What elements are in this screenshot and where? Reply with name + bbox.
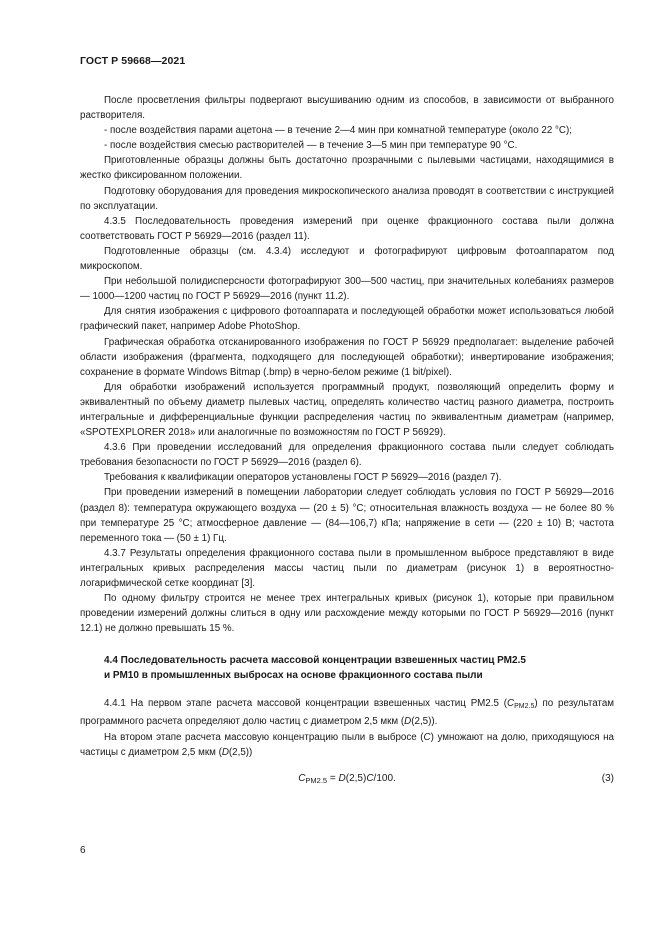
section-heading-line: и РМ10 в промышленных выбросах на основе фракционного состава пыли (104, 669, 483, 681)
paragraph: При проведении измерений в помещении лаборатории следует соблюдать условия по ГОСТ Р 56929—2016 (раздел 8): температура окружающего воздуха — (20 ± 5) °С; относительная влажность воздуха — не более 80 % при температуре 25 °С; атмосферное давление — (84—106,7) кПа; напряжение в сети — (220 ± 10) В; частота переменного тока — (50 ± 1) Гц. (80, 487, 614, 544)
paragraph: 4.3.5 Последовательность проведения измерений при оценке фракционного состава пыли должна соответствовать ГОСТ Р 56929—2016 (раздел 11). (80, 215, 614, 242)
paragraph: Графическая обработка отсканированного изображения по ГОСТ Р 56929 предполагает: выделение рабочей области изображения (фрагмента, подходящего для последующей обработки); инвертирование изображения; сохранение в формате Windows Bitmap (.bmp) в черно-белом режиме (1 bit/pixel). (80, 336, 614, 378)
paragraph: - после воздействия смесью растворителей — в течение 3—5 мин при температуре 90 °С. (104, 140, 518, 152)
body-text (80, 93, 614, 791)
paragraph: Подготовку оборудования для проведения микроскопического анализа проводят в соответствии с инструкцией по эксплуатации. (80, 185, 614, 212)
paragraph: 4.3.7 Результаты определения фракционного состава пыли в промышленном выбросе представляют в виде интегральных кривых распределения массы частиц пыли по диаметрам (рисунок 1) в вероятностно-логарифмической сетке координат [3]. (80, 547, 614, 589)
formula: $C_{PM2.5} = D(2,5)C/100$. (298, 772, 396, 785)
paragraph-4-4-1: 4.4.1 На первом этапе расчета массовой концентрации взвешенных частиц РМ2.5 $(C_{PM2.5})$ по результатам программного расчета определяют долю частиц с диаметром 2,5 мкм (D(2,5)). (80, 698, 614, 728)
paragraph: - после воздействия парами ацетона — в течение 2—4 мин при комнатной температуре (около 22 °С); (104, 125, 572, 137)
paragraph: Для обработки изображений используется программный продукт, позволяющий определить форму и эквивалентный по объему диаметр пылевых частиц, определять количество частиц разного диаметра, построить интегральные и дифференциальные функции распределения частиц по эквивалентным диаметрам (например, «SPOTEXPLORER 2018» или аналогичные по возможностям по ГОСТ Р 56929). (80, 381, 614, 439)
section-heading (80, 654, 614, 683)
formula-row (80, 769, 614, 791)
paragraph: Приготовленные образцы должны быть достаточно прозрачными с пылевыми частицами, находящимися в жестко фиксированном положении. (80, 155, 614, 182)
paragraph: 4.3.6 При проведении исследований для определения фракционного состава пыли следует соблюдать требования безопасности по ГОСТ Р 56929—2016 (раздел 6). (80, 442, 614, 469)
formula-number: (3) (601, 772, 614, 784)
paragraph: После просветления фильтры подвергают высушиванию одним из способов, в зависимости от выбранного растворителя. (80, 95, 614, 122)
paragraph: По одному фильтру строится не менее трех интегральных кривых (рисунок 1), которые при правильном проведении измерений должны слиться в одну или расхождение между которыми по ГОСТ Р 56929—2016 (пункт 12.1) не должно превышать 15 %. (80, 593, 614, 635)
paragraph: Для снятия изображения с цифрового фотоаппарата и последующей обработки может использоваться любой графический пакет, например Adobe PhotoShop. (80, 306, 614, 333)
paragraph: Подготовленные образцы (см. 4.3.4) исследуют и фотографируют цифровым фотоаппаратом под микроскопом. (80, 245, 614, 273)
standard-header: ГОСТ Р 59668—2021 (80, 55, 186, 67)
paragraph: Требования к квалификации операторов установлены ГОСТ Р 56929—2016 (раздел 7). (104, 472, 502, 484)
paragraph-second-stage: На втором этапе расчета массовую концентрацию пыли в выбросе (C) умножают на долю, приходящуюся на частицы с диаметром 2,5 мкм (D(2,5)) (80, 731, 614, 758)
paragraph: При небольшой полидисперсности фотографируют 300—500 частиц, при значительных колебаниях размеров — 1000—1200 частиц по ГОСТ Р 56929—2016 (пункт 11.2). (80, 276, 614, 303)
section-heading-line: 4.4 Последовательность расчета массовой концентрации взвешенных частиц РМ2.5 (104, 655, 526, 667)
page-number: 6 (80, 845, 86, 856)
